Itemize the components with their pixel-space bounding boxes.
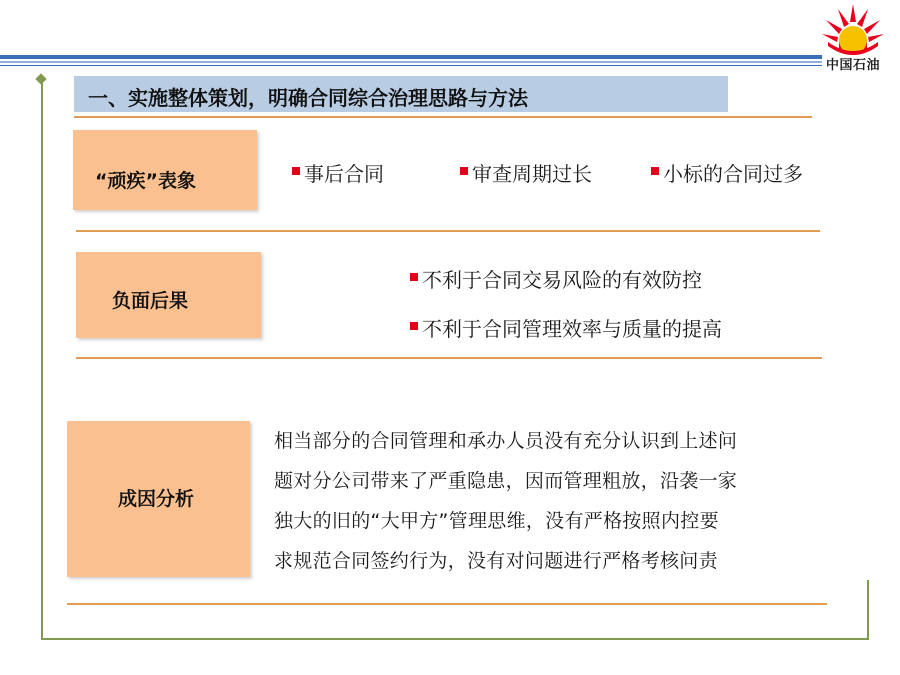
bullet-square-icon <box>410 273 418 281</box>
list-item: 审查周期过长 <box>460 158 592 187</box>
analysis-text-line: 求规范合同签约行为，没有对问题进行严格考核问责 <box>274 550 718 572</box>
section-divider <box>76 230 820 232</box>
list-item: 事后合同 <box>292 158 384 187</box>
bullet-square-icon <box>292 167 300 175</box>
frame-bottom-line <box>41 638 869 640</box>
page-title: 一、实施整体策划，明确合同综合治理思路与方法 <box>88 86 528 110</box>
logo-text: 中国石油 <box>825 58 880 73</box>
frame-left-line <box>41 80 43 640</box>
header-stripe <box>0 55 822 59</box>
section-label: “顽疾”表象 <box>95 170 196 192</box>
frame-diamond <box>35 73 46 84</box>
analysis-text-line: 题对分公司带来了严重隐患，因而管理粗放，沿袭一家 <box>274 470 738 492</box>
bullet-square-icon <box>651 167 659 175</box>
analysis-text-line: 相当部分的合同管理和承办人员没有充分认识到上述问 <box>274 430 738 452</box>
list-item: 不利于合同管理效率与质量的提高 <box>410 313 722 342</box>
section-divider <box>76 357 822 359</box>
list-item: 小标的合同过多 <box>651 158 803 187</box>
section-label: 成因分析 <box>118 488 195 510</box>
bullet-square-icon <box>460 167 468 175</box>
section-divider <box>67 603 827 605</box>
analysis-text-line: 独大的旧的“大甲方”管理思维，没有严格按照内控要 <box>274 510 719 532</box>
bullet-square-icon <box>410 322 418 330</box>
section-label: 负面后果 <box>112 290 189 312</box>
title-underline <box>74 116 812 118</box>
frame-right-line <box>867 580 869 640</box>
list-item: 不利于合同交易风险的有效防控 <box>410 264 702 293</box>
header-stripe-thin <box>0 65 822 66</box>
header-stripe-light <box>0 61 822 63</box>
